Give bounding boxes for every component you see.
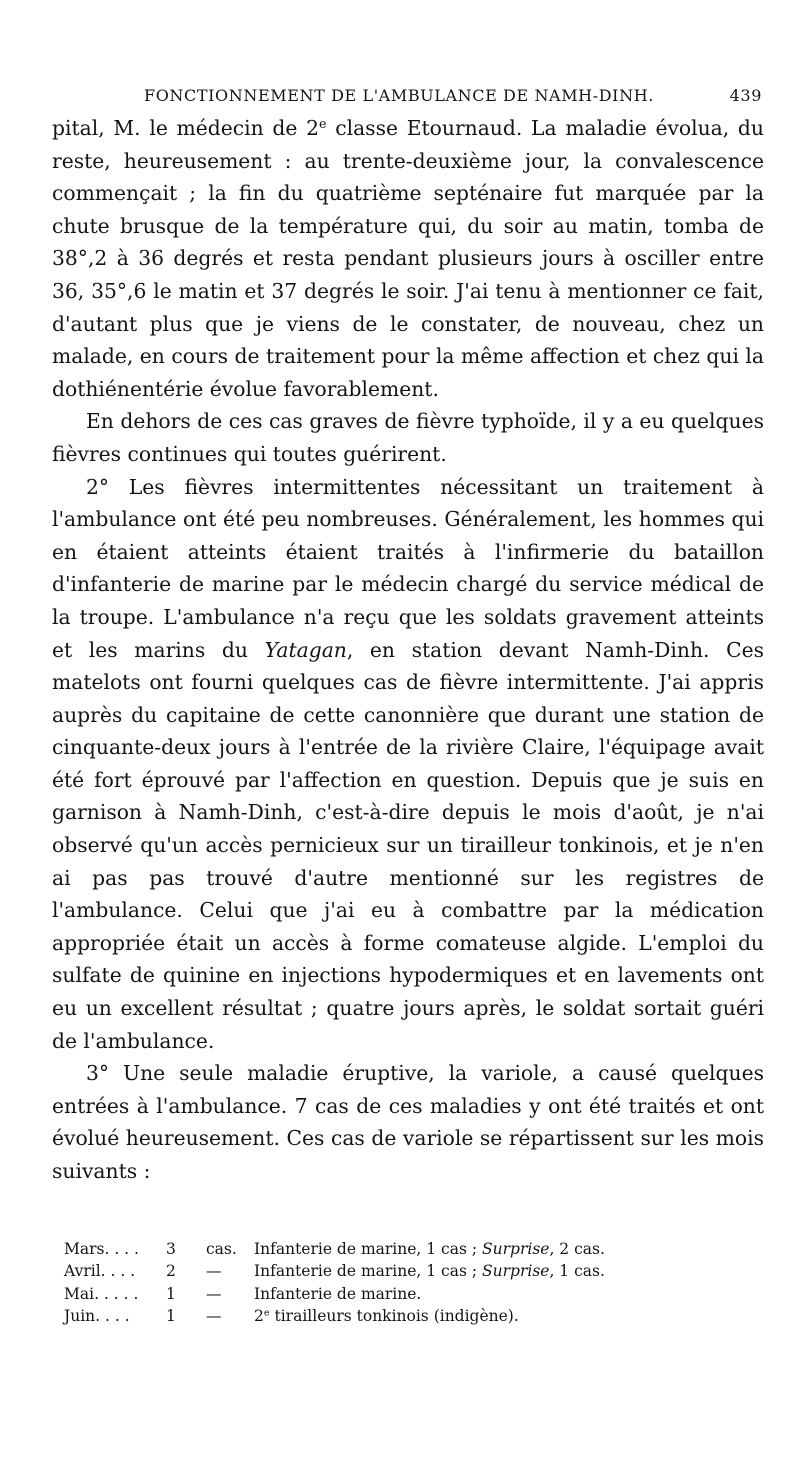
unit-cell: — <box>206 1262 222 1281</box>
italic-text: Surprise <box>482 1262 550 1281</box>
month-cell: Juin. . . . <box>64 1307 130 1326</box>
count-cell: 1 <box>166 1284 176 1303</box>
superscript: e <box>263 1307 270 1319</box>
unit-cell: — <box>206 1307 222 1326</box>
running-head <box>52 82 764 112</box>
month-cell: Avril. . . . <box>64 1262 136 1281</box>
italic-text: Surprise <box>482 1239 550 1258</box>
month-cell: Mars. . . . <box>64 1239 139 1258</box>
italic-text: Yatagan <box>264 637 347 662</box>
body-text <box>52 112 764 1188</box>
text-segment: Infanterie de marine, 1 cas ; <box>254 1239 483 1258</box>
text-segment: En dehors de ces cas graves de fièvre typhoïde, il y a eu quelques fièvres continues qui toutes guérirent. <box>52 409 764 466</box>
text-segment: 2° Les fièvres intermittentes nécessitant un traitement à l'ambulance ont été peu nombreuses. Généralement, les hommes qui en étaient atteints étaient traités à l'infirmerie du bataillon d'infanterie de marine par le médecin chargé du service médical de la troupe. L'ambulance n'a reçu que les soldats gravement atteints et les marins du <box>52 474 764 662</box>
text-segment: tirailleurs tonkinois (indigène). <box>269 1307 519 1326</box>
text-segment: pital, M. le médecin de 2 <box>52 116 320 140</box>
table-row <box>64 1238 605 1261</box>
text-segment: 3° Une seule maladie éruptive, la variole, a causé quelques entrées à l'ambulance. 7 cas de ces maladies y ont été traités et ont évolué heureusement. Ces cas de variole se répartissent sur les mois suivants : <box>52 1061 764 1183</box>
text-segment: 2 <box>254 1307 264 1326</box>
month-cell: Mai. . . . . <box>64 1284 139 1303</box>
text-segment: , 1 cas. <box>549 1262 605 1281</box>
unit-cell: — <box>206 1284 222 1303</box>
paragraph <box>52 112 764 405</box>
text-segment: , en station devant Namh-Dinh. Ces matelots ont fourni quelques cas de fièvre intermittente. J'ai appris auprès du capitaine de cette canonnière que durant une station de cinquante-deux jours à l'entrée de la rivière Claire, l'équipage avait été fort éprouvé par l'affection en question. Depuis que je suis en garnison à Namh-Dinh, c'est-à-dire depuis le mois d'août, je n'ai observé qu'un accès pernicieux sur un tirailleur tonkinois, et je n'en ai pas pas trouvé d'autre mentionné sur les registres de l'ambulance. Celui que j'ai eu à combattre par la médication appropriée était un accès à forme comateuse algide. L'emploi du sulfate de quinine en injections hypodermiques et en lavements ont eu un excellent résultat ; quatre jours après, le soldat sortait guéri de l'ambulance. <box>52 637 765 1053</box>
paragraph <box>52 405 764 470</box>
detail-cell <box>254 1238 605 1261</box>
detail-cell <box>254 1260 605 1283</box>
text-segment: Infanterie de marine. <box>254 1284 422 1303</box>
count-cell: 1 <box>166 1307 176 1326</box>
paragraph <box>52 471 764 1058</box>
text-segment: classe Etournaud. La maladie évolua, du reste, heureusement : au trente-deuxième jour, la convalescence commençait ; la fin du quatrième septénaire fut marquée par la chute brusque de la température qui, du soir au matin, tomba de 38°,2 à 36 degrés et resta pendant plusieurs jours à osciller entre 36, 35°,6 le matin et 37 degrés le soir. J'ai tenu à mentionner ce fait, d'autant plus que je viens de le constater, de nouveau, chez un malade, en cours de traitement pour la même affection et chez qui la dothiénentérie évolue favorablement. <box>52 116 764 401</box>
table-row <box>64 1283 605 1306</box>
count-cell: 3 <box>166 1239 176 1258</box>
text-segment: Infanterie de marine, 1 cas ; <box>254 1262 483 1281</box>
book-page <box>52 82 764 1328</box>
count-cell: 2 <box>166 1262 176 1281</box>
detail-cell <box>254 1305 605 1328</box>
text-segment: , 2 cas. <box>549 1239 605 1258</box>
paragraph <box>52 1057 764 1187</box>
page-number: 439 <box>729 86 762 105</box>
variole-cases-table <box>64 1238 764 1328</box>
unit-cell: cas. <box>206 1239 237 1258</box>
running-title: FONCTIONNEMENT DE L'AMBULANCE DE NAMH-DINH. <box>144 86 654 105</box>
table-row <box>64 1260 605 1283</box>
table-row <box>64 1305 605 1328</box>
superscript: e <box>319 116 327 132</box>
cases-table <box>64 1238 605 1328</box>
detail-cell <box>254 1283 605 1306</box>
